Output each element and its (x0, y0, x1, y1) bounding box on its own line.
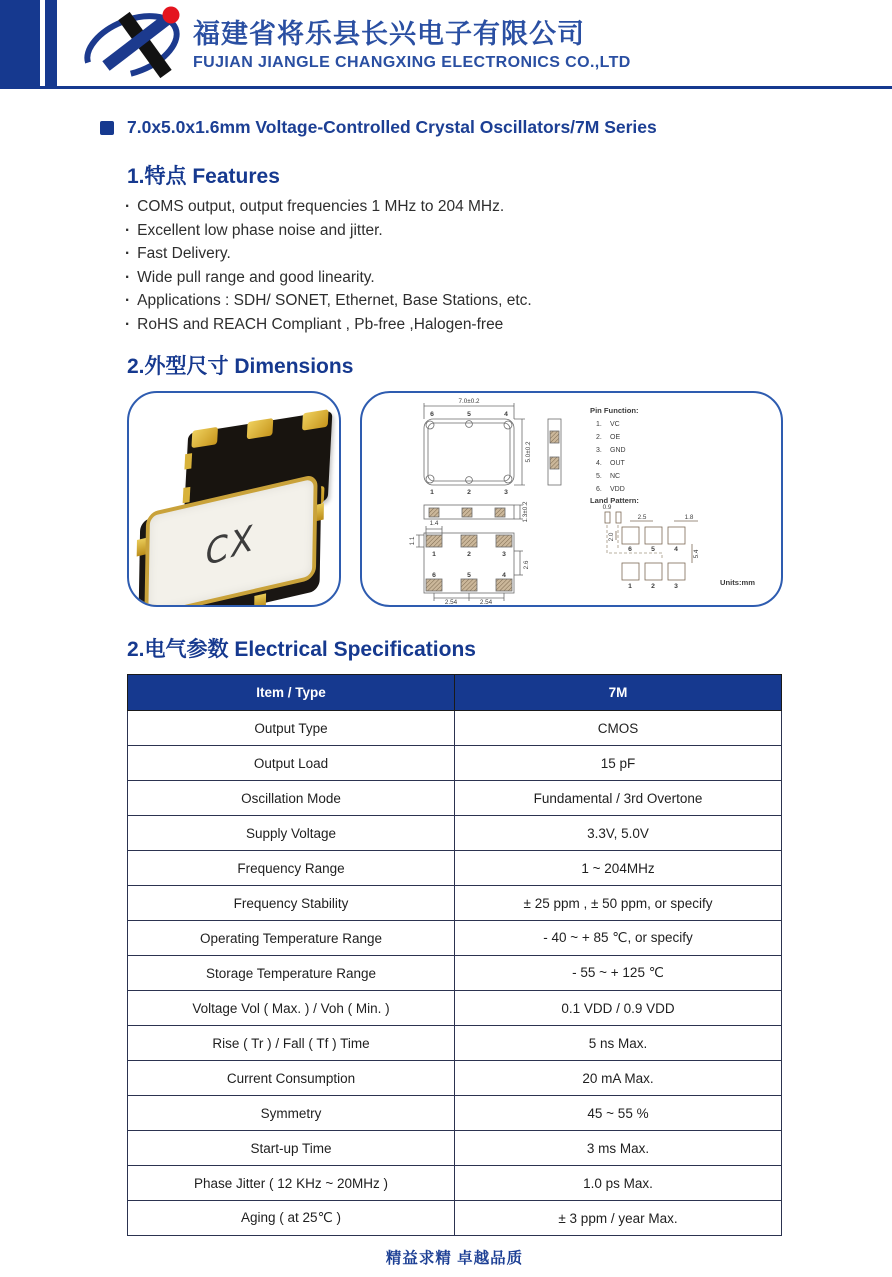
spec-item: Output Type (128, 711, 455, 746)
dim-body-height: 5.0±0.2 (525, 441, 532, 463)
spec-row (128, 886, 782, 921)
spec-row (128, 746, 782, 781)
units-label: Units:mm (720, 578, 756, 587)
feature-text: Applications : SDH/ SONET, Ethernet, Base Stations, etc. (137, 292, 532, 309)
land-pattern-heading: Land Pattern: (590, 496, 639, 505)
spec-row (128, 816, 782, 851)
pin-label: 1 (432, 551, 436, 558)
company-name-en: FUJIAN JIANGLE CHANGXING ELECTRONICS CO.,LTD (193, 54, 631, 71)
company-logo-icon (78, 4, 200, 84)
title-bullet-square (100, 121, 114, 135)
spec-item: Symmetry (128, 1096, 455, 1131)
feature-text: Wide pull range and good linearity. (137, 268, 375, 286)
header-left-bar-thin (45, 0, 57, 86)
spec-item: Phase Jitter ( 12 KHz ~ 20MHz ) (128, 1166, 455, 1201)
spec-item: Operating Temperature Range (128, 921, 455, 956)
pin-label: 3 (504, 489, 508, 496)
spec-value: 0.1 VDD / 0.9 VDD (455, 991, 782, 1026)
dim-pitch: 2.54 (444, 599, 458, 605)
dim-body-width: 7.0±0.2 (458, 398, 480, 405)
pin-label: 5 (467, 572, 471, 579)
spec-value: 1 ~ 204MHz (455, 851, 782, 886)
spec-item: Start-up Time (128, 1131, 455, 1166)
pin-name: NC (610, 473, 621, 480)
feature-text: Excellent low phase noise and jitter. (137, 221, 383, 239)
page-header (0, 0, 892, 88)
pin-label: 6 (430, 411, 434, 418)
land-dim-pad-width: 1.8 (684, 514, 694, 521)
dimensions-heading: 2.外型尺寸 Dimensions (127, 355, 354, 378)
dim-row-gap: 2.6 (523, 560, 530, 570)
spec-value: ± 3 ppm / year Max. (455, 1201, 782, 1236)
dimension-drawing (362, 393, 781, 605)
pin-num: 6. (596, 486, 602, 493)
spec-value: - 40 ~ + 85 ℃, or specify (455, 921, 782, 956)
dim-pad-height: 1.1 (409, 536, 416, 546)
dim-thickness: 1.3±0.2 (522, 501, 529, 523)
pin-label: 1 (430, 489, 434, 496)
feature-item (125, 313, 532, 337)
feature-item (125, 219, 532, 243)
pin-label: 2 (467, 489, 471, 496)
pin-num: 1. (596, 421, 602, 428)
pin-name: VC (610, 421, 620, 428)
header-divider (0, 86, 892, 89)
spec-row (128, 851, 782, 886)
dimension-drawing-panel (360, 391, 783, 607)
spec-row (128, 1131, 782, 1166)
header-left-bar (0, 0, 40, 86)
spec-value: CMOS (455, 711, 782, 746)
dim-pitch: 2.54 (479, 599, 493, 605)
spec-row (128, 711, 782, 746)
features-list (125, 195, 532, 336)
pin-num: 4. (596, 460, 602, 467)
spec-value: 3.3V, 5.0V (455, 816, 782, 851)
features-heading: 1.特点 Features (127, 165, 280, 188)
land-pad-label: 6 (628, 546, 632, 553)
spec-row (128, 956, 782, 991)
pin-function-heading: Pin Function: (590, 406, 639, 415)
land-dim-pitch: 2.5 (637, 514, 647, 521)
land-dim-mark: 0.9 (602, 504, 612, 511)
land-pad-label: 5 (651, 546, 655, 553)
spec-value: Fundamental / 3rd Overtone (455, 781, 782, 816)
feature-text: RoHS and REACH Compliant , Pb-free ,Halogen-free (137, 315, 504, 333)
pin-num: 2. (596, 434, 602, 441)
document-title-row (100, 117, 657, 138)
spec-value: 45 ~ 55 % (455, 1096, 782, 1131)
land-dim-row-spacing: 5.4 (693, 549, 700, 559)
spec-value: 3 ms Max. (455, 1131, 782, 1166)
specs-heading: 2.电气参数 Electrical Specifications (127, 638, 476, 661)
spec-value: 1.0 ps Max. (455, 1166, 782, 1201)
feature-item (125, 195, 532, 219)
spec-row (128, 1201, 782, 1236)
specs-header-row (128, 675, 782, 711)
land-dim-pad-height: 2.0 (608, 532, 615, 542)
spec-item: Supply Voltage (128, 816, 455, 851)
spec-item: Rise ( Tr ) / Fall ( Tf ) Time (128, 1026, 455, 1061)
feature-text: Fast Delivery. (137, 245, 231, 262)
oscillator-top-view-photo (144, 474, 317, 607)
land-pad-label: 2 (651, 583, 655, 590)
chip-marking: CX (204, 517, 258, 575)
feature-item (125, 289, 532, 313)
footer-slogan: 精益求精 卓越品质 (385, 1250, 524, 1267)
spec-item: Oscillation Mode (128, 781, 455, 816)
spec-value: 20 mA Max. (455, 1061, 782, 1096)
spec-item: Current Consumption (128, 1061, 455, 1096)
spec-row (128, 1026, 782, 1061)
pin-name: VDD (610, 486, 625, 493)
spec-row (128, 1061, 782, 1096)
spec-item: Voltage Vol ( Max. ) / Voh ( Min. ) (128, 991, 455, 1026)
spec-row (128, 781, 782, 816)
feature-item (125, 266, 532, 290)
specs-header-item: Item / Type (128, 675, 455, 711)
dim-pad-width: 1.4 (429, 520, 439, 527)
spec-row (128, 991, 782, 1026)
company-name-cn: 福建省将乐县长兴电子有限公司 (193, 19, 585, 49)
page-title: 7.0x5.0x1.6mm Voltage-Controlled Crystal Oscillators/7M Series (127, 117, 657, 137)
pin-label: 4 (504, 411, 508, 418)
spec-item: Frequency Stability (128, 886, 455, 921)
pin-name: GND (610, 447, 626, 454)
spec-value: - 55 ~ + 125 ℃ (455, 956, 782, 991)
feature-item (125, 242, 532, 266)
feature-text: COMS output, output frequencies 1 MHz to 204 MHz. (137, 198, 505, 215)
spec-value: 15 pF (455, 746, 782, 781)
pin-name: OUT (610, 460, 625, 467)
specs-header-type: 7M (455, 675, 782, 711)
spec-item: Output Load (128, 746, 455, 781)
product-photo-panel (127, 391, 341, 607)
land-pad-label: 1 (628, 583, 632, 590)
spec-item: Frequency Range (128, 851, 455, 886)
pin-num: 3. (596, 447, 602, 454)
pin-label: 5 (467, 411, 471, 418)
spec-row (128, 1096, 782, 1131)
pin-label: 4 (502, 572, 506, 579)
pin-label: 3 (502, 551, 506, 558)
pin-num: 5. (596, 473, 602, 480)
spec-value: 5 ns Max. (455, 1026, 782, 1061)
land-pad-label: 4 (674, 546, 678, 553)
pin-label: 2 (467, 551, 471, 558)
spec-item: Storage Temperature Range (128, 956, 455, 991)
spec-row (128, 1166, 782, 1201)
spec-value: ± 25 ppm , ± 50 ppm, or specify (455, 886, 782, 921)
spec-row (128, 921, 782, 956)
land-pad-label: 3 (674, 583, 678, 590)
specs-table (127, 674, 782, 1236)
pin-name: OE (610, 434, 621, 441)
spec-item: Aging ( at 25℃ ) (128, 1201, 455, 1236)
pin-label: 6 (432, 572, 436, 579)
